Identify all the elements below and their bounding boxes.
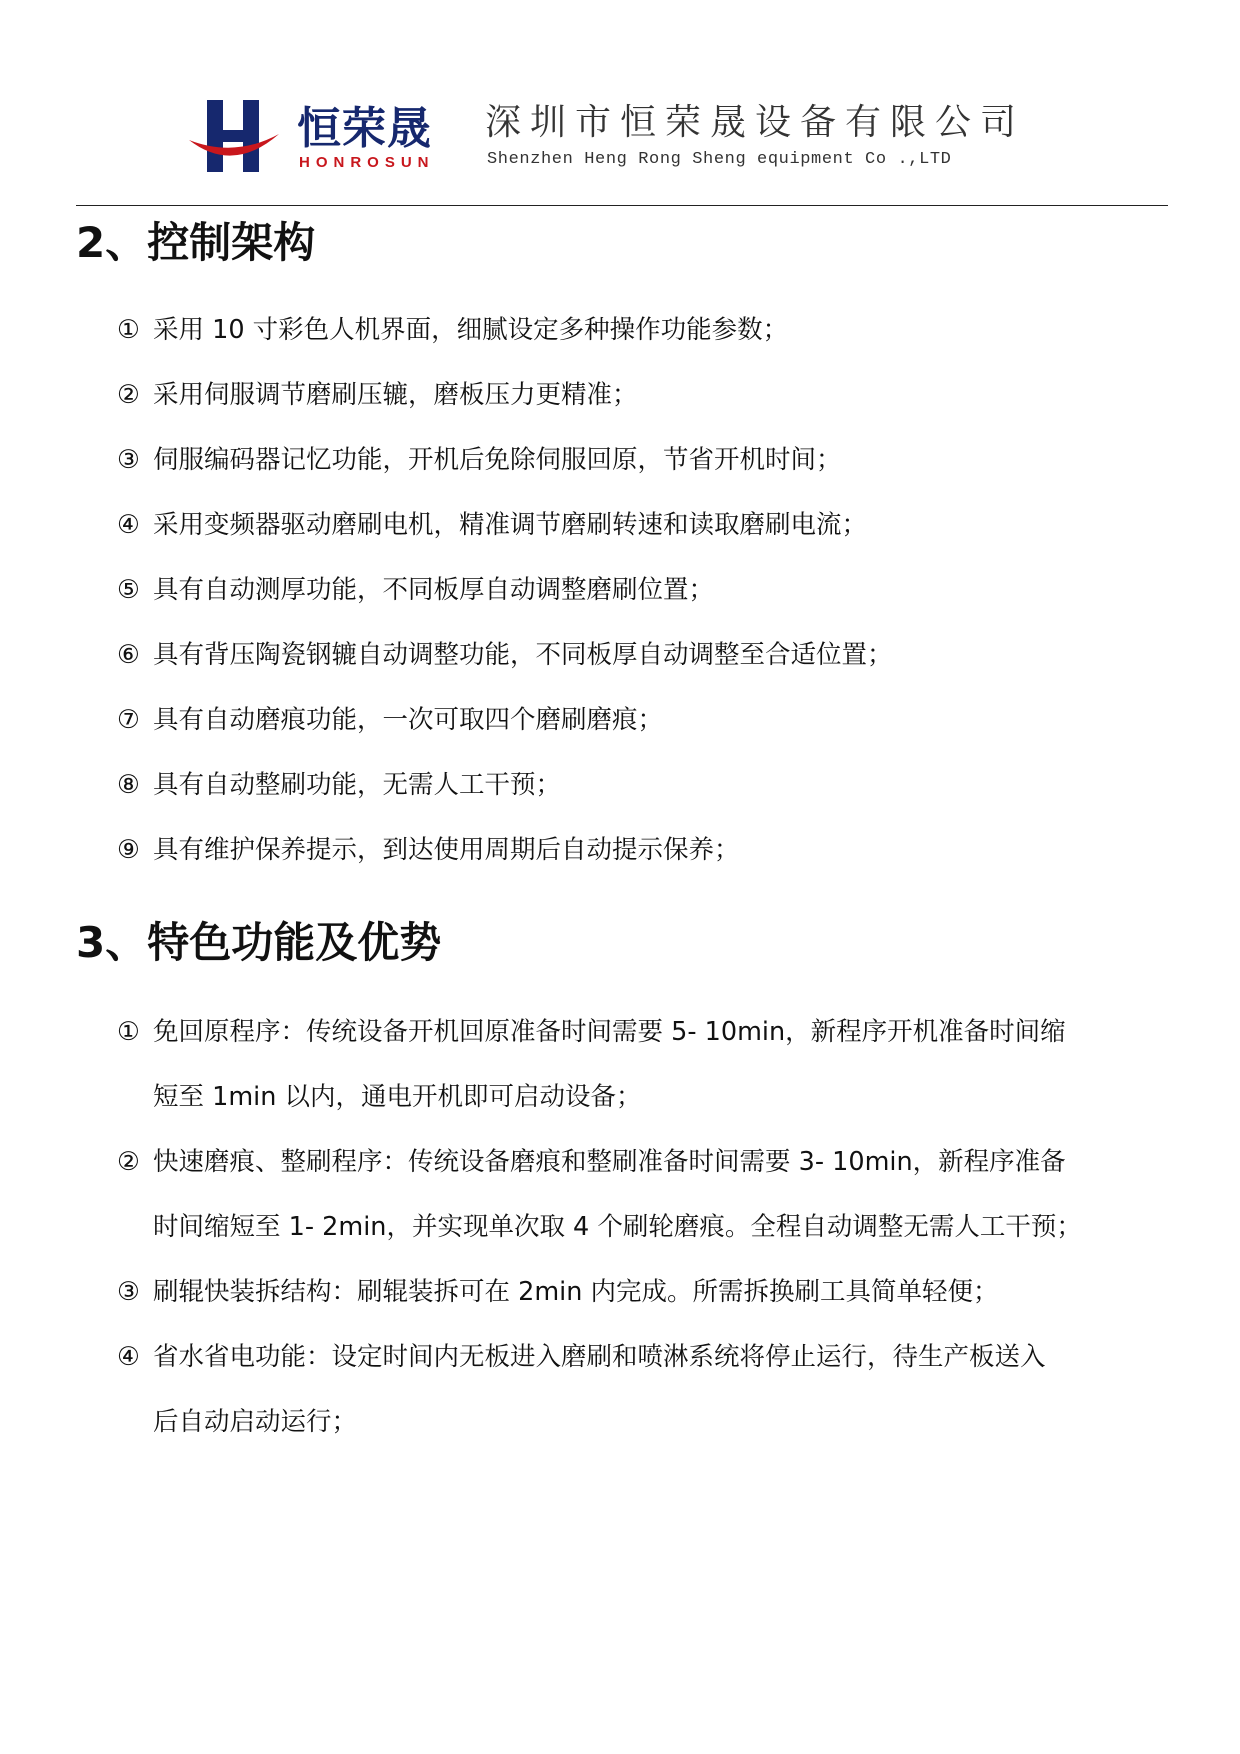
brand-name-en: HONROSUN	[299, 154, 435, 171]
section-title-features: 3、特色功能及优势	[76, 918, 442, 967]
item-text: 快速磨痕、整刷程序：传统设备磨痕和整刷准备时间需要 3- 10min，新程序准备	[153, 1147, 1066, 1177]
item-text: 免回原程序：传统设备开机回原准备时间需要 5- 10min，新程序开机准备时间缩	[153, 1017, 1066, 1047]
section-title-control-architecture: 2、控制架构	[76, 218, 316, 267]
item-number: ⑨	[117, 835, 140, 865]
list-item	[117, 623, 893, 688]
item-number: ③	[117, 445, 140, 475]
item-number: ⑦	[117, 705, 140, 735]
company-name-cn: 深圳市恒荣晟设备有限公司	[485, 102, 1026, 143]
list-item	[117, 1325, 1046, 1455]
item-number: ③	[117, 1277, 140, 1307]
item-text: 具有自动整刷功能，无需人工干预；	[153, 770, 562, 800]
header-divider	[76, 205, 1168, 206]
item-number: ⑥	[117, 640, 140, 670]
list-item	[117, 818, 740, 883]
company-logo-icon	[185, 94, 283, 176]
list-item	[117, 688, 663, 753]
item-text-continued: 短至 1min 以内，通电开机即可启动设备；	[153, 1082, 642, 1112]
item-text: 具有自动磨痕功能，一次可取四个磨刷磨痕；	[153, 705, 664, 735]
item-number: ⑤	[117, 575, 140, 605]
item-text: 刷辊快装拆结构：刷辊装拆可在 2min 内完成。所需拆换刷工具简单轻便；	[153, 1277, 999, 1307]
item-number: ⑧	[117, 770, 140, 800]
letterhead	[185, 90, 1055, 180]
item-text: 伺服编码器记忆功能，开机后免除伺服回原，节省开机时间；	[153, 445, 842, 475]
list-item	[117, 1130, 1082, 1260]
item-number: ①	[117, 315, 140, 345]
item-text: 采用伺服调节磨刷压辘，磨板压力更精准；	[153, 380, 638, 410]
item-text: 具有背压陶瓷钢辘自动调整功能，不同板厚自动调整至合适位置；	[153, 640, 893, 670]
item-text: 具有维护保养提示，到达使用周期后自动提示保养；	[153, 835, 740, 865]
item-number: ④	[117, 1342, 140, 1372]
list-item	[117, 753, 561, 818]
item-number: ②	[117, 1147, 140, 1177]
item-text-continued: 后自动启动运行；	[153, 1407, 358, 1437]
list-item	[117, 558, 714, 623]
brand-name-cn: 恒荣晟	[297, 103, 432, 154]
item-text: 采用 10 寸彩色人机界面，细腻设定多种操作功能参数；	[153, 315, 789, 345]
item-text: 采用变频器驱动磨刷电机，精准调节磨刷转速和读取磨刷电流；	[153, 510, 868, 540]
list-item	[117, 1260, 999, 1325]
item-text: 省水省电功能：设定时间内无板进入磨刷和喷淋系统将停止运行，待生产板送入	[153, 1342, 1046, 1372]
list-item	[117, 363, 638, 428]
item-number: ④	[117, 510, 140, 540]
list-item	[117, 1000, 1066, 1130]
list-item	[117, 428, 842, 493]
list-item	[117, 493, 867, 558]
company-name-en: Shenzhen Heng Rong Sheng equipment Co .,LTD	[487, 150, 952, 169]
item-text: 具有自动测厚功能，不同板厚自动调整磨刷位置；	[153, 575, 715, 605]
item-number: ②	[117, 380, 140, 410]
item-text-continued: 时间缩短至 1- 2min，并实现单次取 4 个刷轮磨痕。全程自动调整无需人工干预；	[153, 1212, 1082, 1242]
list-item	[117, 298, 788, 363]
item-number: ①	[117, 1017, 140, 1047]
